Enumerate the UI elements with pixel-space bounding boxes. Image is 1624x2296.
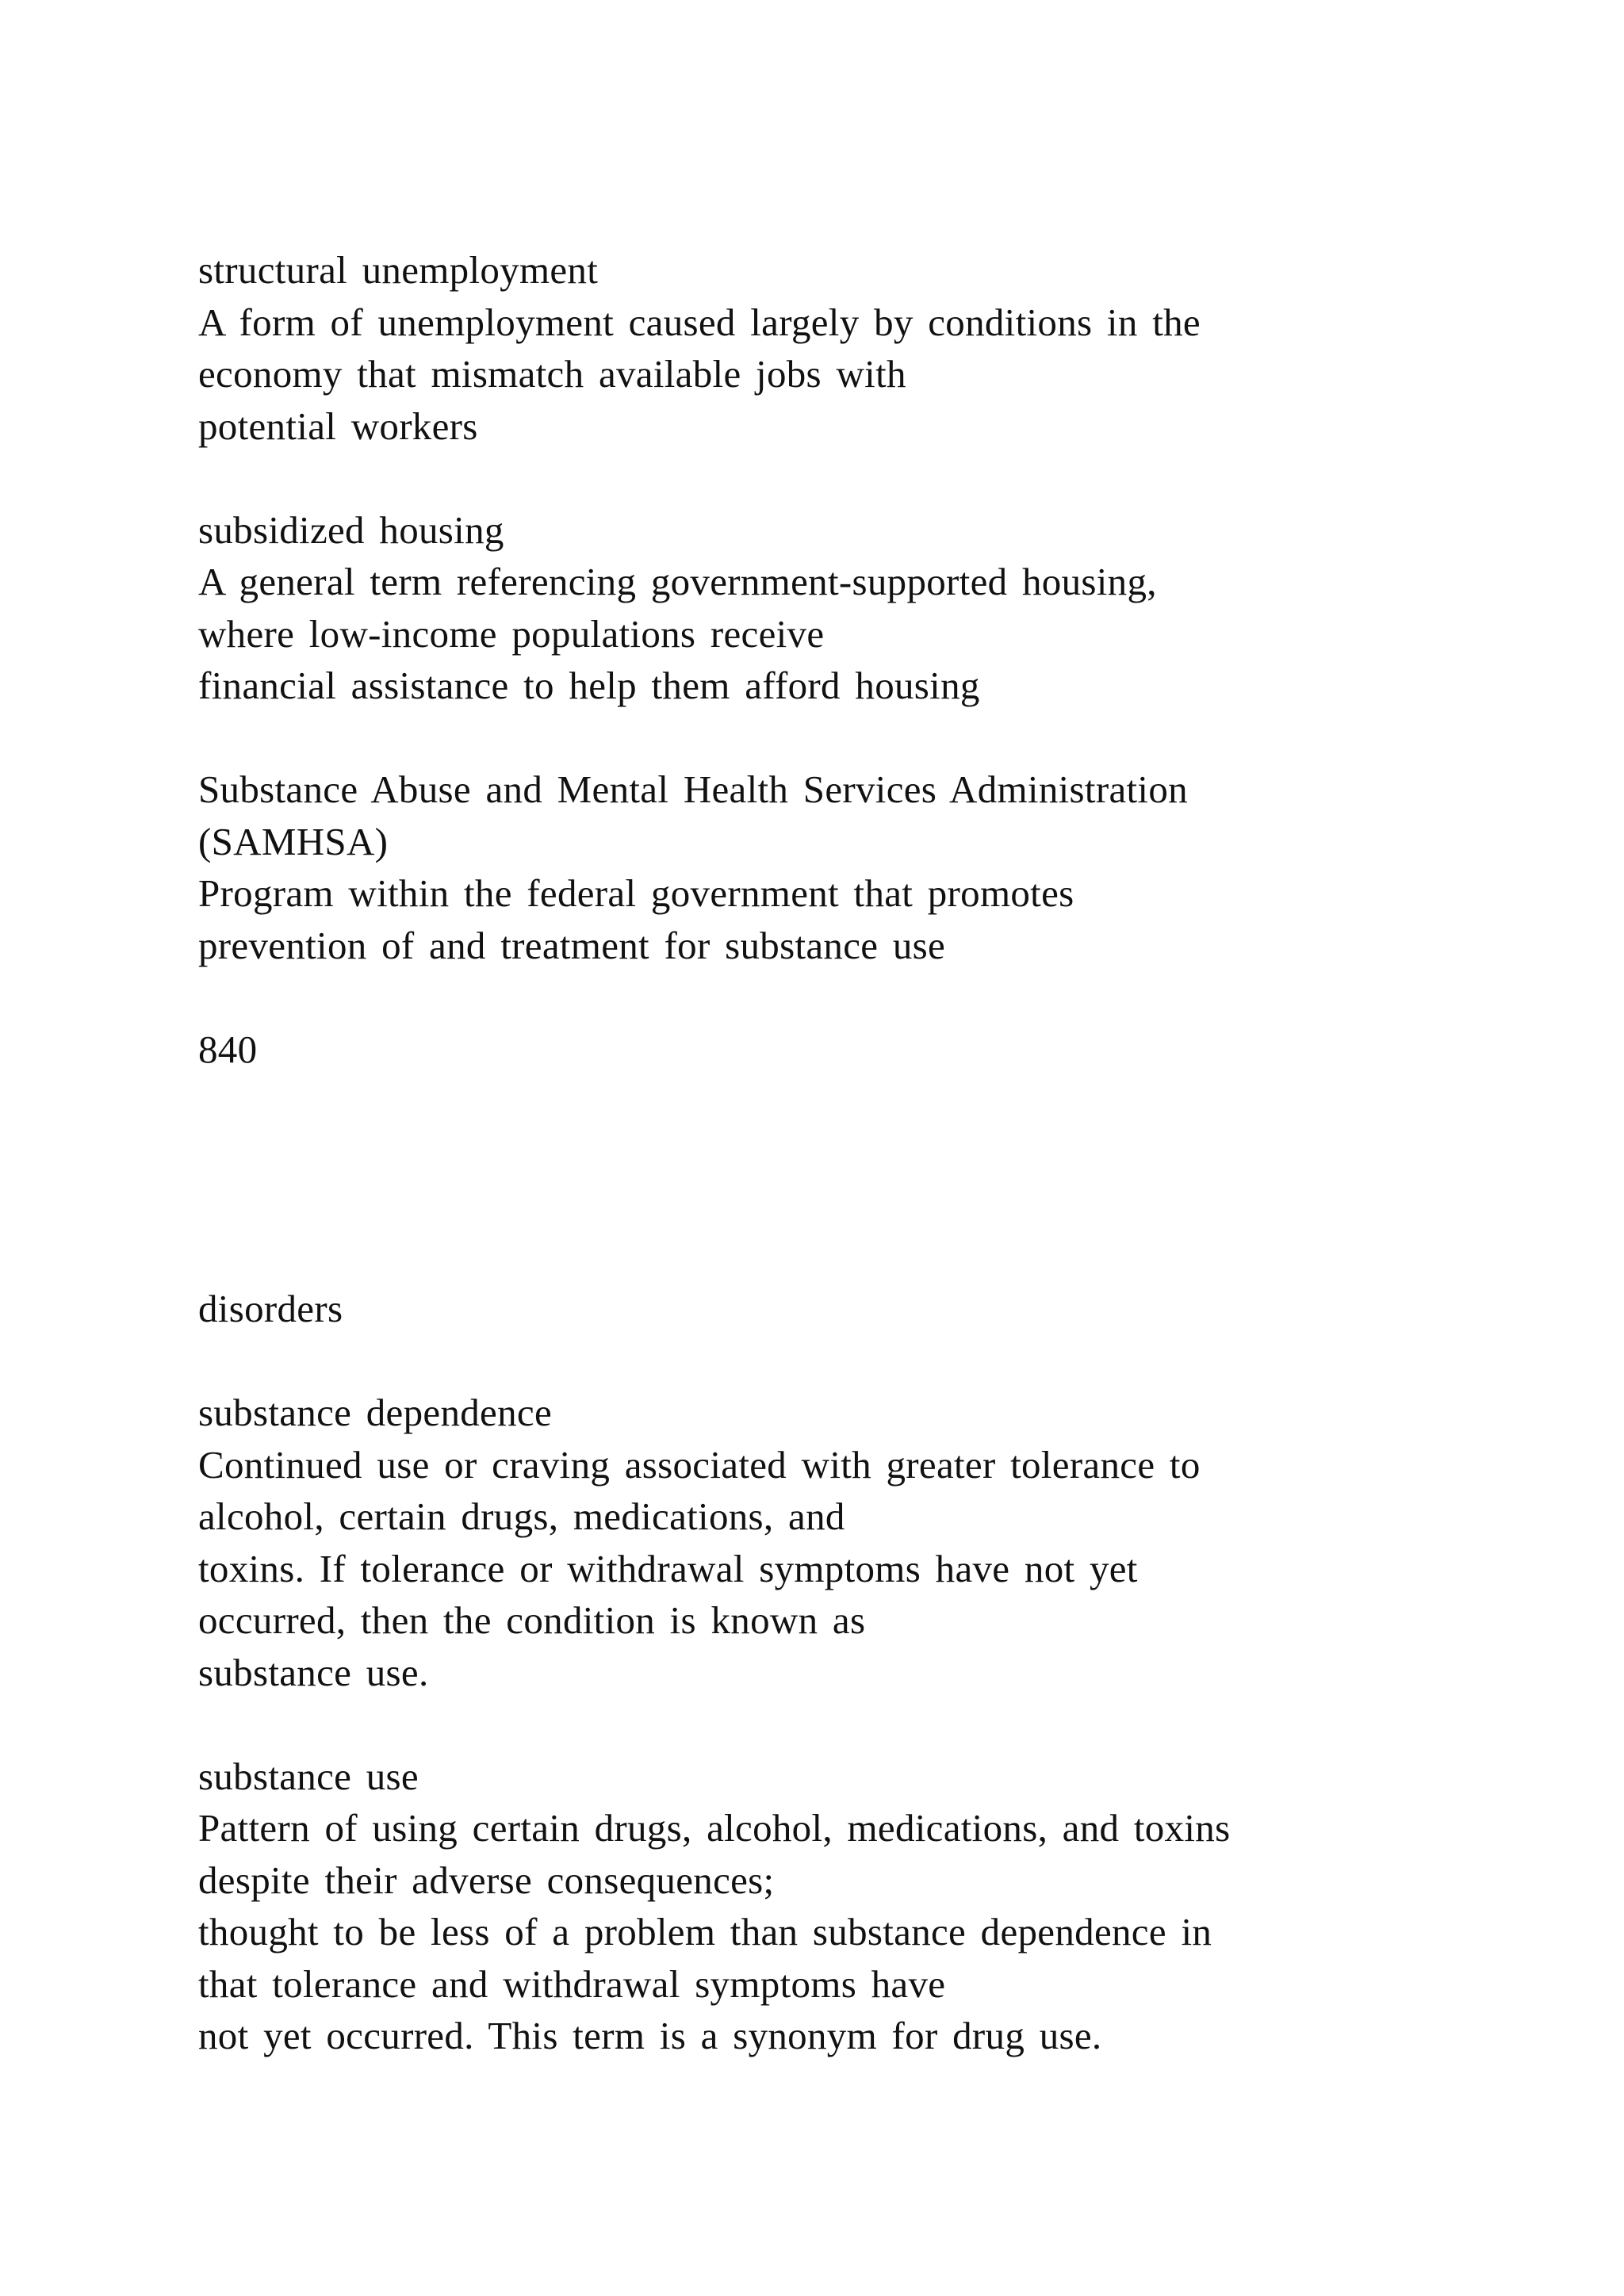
glossary-entry: [198, 244, 1546, 452]
definition-line: A form of unemployment caused largely by conditions in the: [198, 300, 1201, 344]
definition-line: financial assistance to help them afford housing: [198, 664, 980, 707]
definition-line: prevention of and treatment for substance use: [198, 923, 946, 967]
definition-line: not yet occurred. This term is a synonym for drug use.: [198, 2014, 1102, 2057]
glossary-term: substance use: [198, 1754, 419, 1798]
glossary-entry: [198, 1751, 1546, 2062]
definition-line: A general term referencing government-supported housing,: [198, 560, 1157, 603]
paragraph-gap: [198, 971, 1546, 1024]
glossary-term: structural unemployment: [198, 248, 599, 292]
continuation-text: disorders: [198, 1287, 343, 1330]
definition-line: Program within the federal government that promotes: [198, 871, 1074, 915]
glossary-entry: [198, 504, 1546, 712]
definition-line: occurred, then the condition is known as: [198, 1598, 866, 1642]
definition-line: economy that mismatch available jobs with: [198, 352, 906, 396]
glossary-text: [198, 244, 1546, 2062]
glossary-entry: [198, 763, 1546, 971]
page-number: 840: [198, 1027, 258, 1071]
definition-line: despite their adverse consequences;: [198, 1858, 775, 1902]
glossary-entry: [198, 1387, 1546, 1698]
glossary-term-continuation: (SAMHSA): [198, 819, 389, 863]
page-break-gap: [198, 1075, 1546, 1283]
definition-line: toxins. If tolerance or withdrawal symptoms have not yet: [198, 1546, 1138, 1590]
paragraph-gap: [198, 452, 1546, 504]
glossary-term: Substance Abuse and Mental Health Services Administration: [198, 767, 1188, 811]
definition-line: where low-income populations receive: [198, 611, 825, 656]
glossary-term: substance dependence: [198, 1391, 552, 1434]
definition-line: alcohol, certain drugs, medications, and: [198, 1494, 845, 1538]
glossary-term: subsidized housing: [198, 507, 504, 552]
definition-line: that tolerance and withdrawal symptoms have: [198, 1961, 946, 2006]
definition-line: potential workers: [198, 404, 478, 448]
definition-line: Pattern of using certain drugs, alcohol, medications, and toxins: [198, 1806, 1231, 1850]
definition-line: substance use.: [198, 1650, 429, 1694]
definition-line: Continued use or craving associated with greater tolerance to: [198, 1442, 1201, 1487]
paragraph-gap: [198, 712, 1546, 764]
definition-line: thought to be less of a problem than substance dependence in: [198, 1910, 1212, 1954]
paragraph-gap: [198, 1335, 1546, 1387]
paragraph-gap: [198, 1698, 1546, 1751]
